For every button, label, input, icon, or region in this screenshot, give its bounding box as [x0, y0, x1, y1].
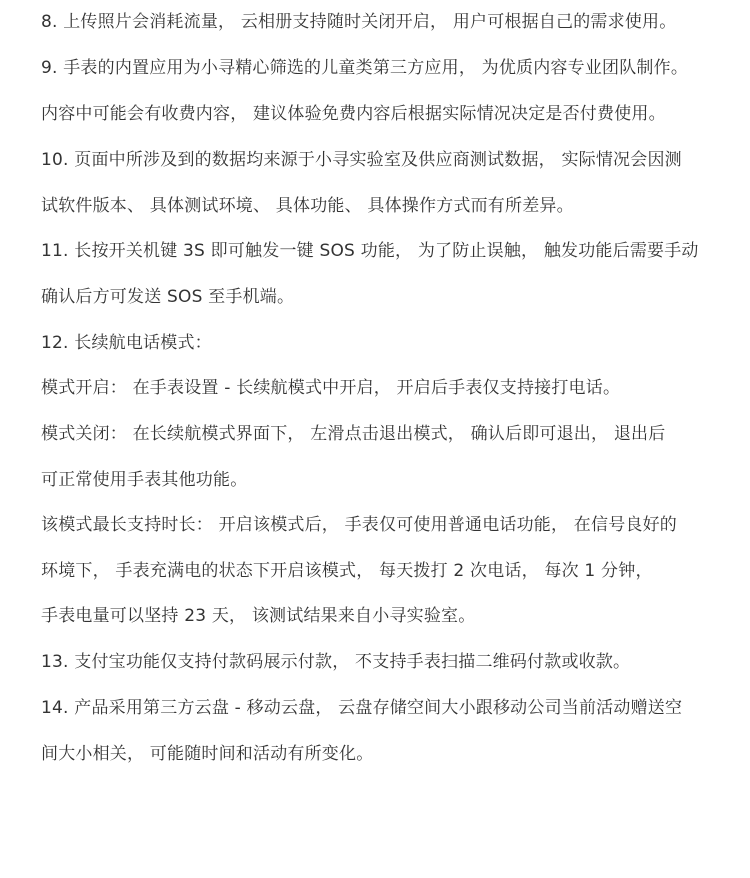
note-line: 12. 长续航电话模式：	[41, 333, 212, 353]
note-line: 8. 上传照片会消耗流量， 云相册支持随时关闭开启， 用户可根据自己的需求使用。	[41, 12, 677, 32]
note-line: 13. 支付宝功能仅支持付款码展示付款， 不支持手表扫描二维码付款或收款。	[41, 652, 631, 672]
note-line: 模式开启： 在手表设置 - 长续航模式中开启， 开启后手表仅支持接打电话。	[41, 378, 621, 398]
note-line: 模式关闭： 在长续航模式界面下， 左滑点击退出模式， 确认后即可退出， 退出后	[41, 424, 666, 444]
note-line: 11. 长按开关机键 3S 即可触发一键 SOS 功能， 为了防止误触， 触发功能后需要手动	[41, 241, 699, 261]
note-line: 该模式最长支持时长： 开启该模式后， 手表仅可使用普通电话功能， 在信号良好的	[41, 515, 678, 535]
note-line: 9. 手表的内置应用为小寻精心筛选的儿童类第三方应用， 为优质内容专业团队制作。	[41, 58, 689, 78]
note-line: 环境下， 手表充满电的状态下开启该模式， 每天拨打 2 次电话， 每次 1 分钟，	[41, 561, 653, 581]
note-line: 试软件版本、 具体测试环境、 具体功能、 具体操作方式而有所差异。	[41, 196, 574, 216]
note-line: 间大小相关， 可能随时间和活动有所变化。	[41, 744, 374, 764]
note-line: 手表电量可以坚持 23 天， 该测试结果来自小寻实验室。	[41, 606, 476, 626]
note-line: 14. 产品采用第三方云盘 - 移动云盘， 云盘存储空间大小跟移动公司当前活动赠送空	[41, 698, 683, 718]
note-line: 可正常使用手表其他功能。	[41, 470, 248, 490]
note-line: 内容中可能会有收费内容， 建议体验免费内容后根据实际情况决定是否付费使用。	[41, 104, 666, 124]
note-line: 10. 页面中所涉及到的数据均来源于小寻实验室及供应商测试数据， 实际情况会因测	[41, 150, 682, 170]
note-line: 确认后方可发送 SOS 至手机端。	[41, 287, 295, 307]
